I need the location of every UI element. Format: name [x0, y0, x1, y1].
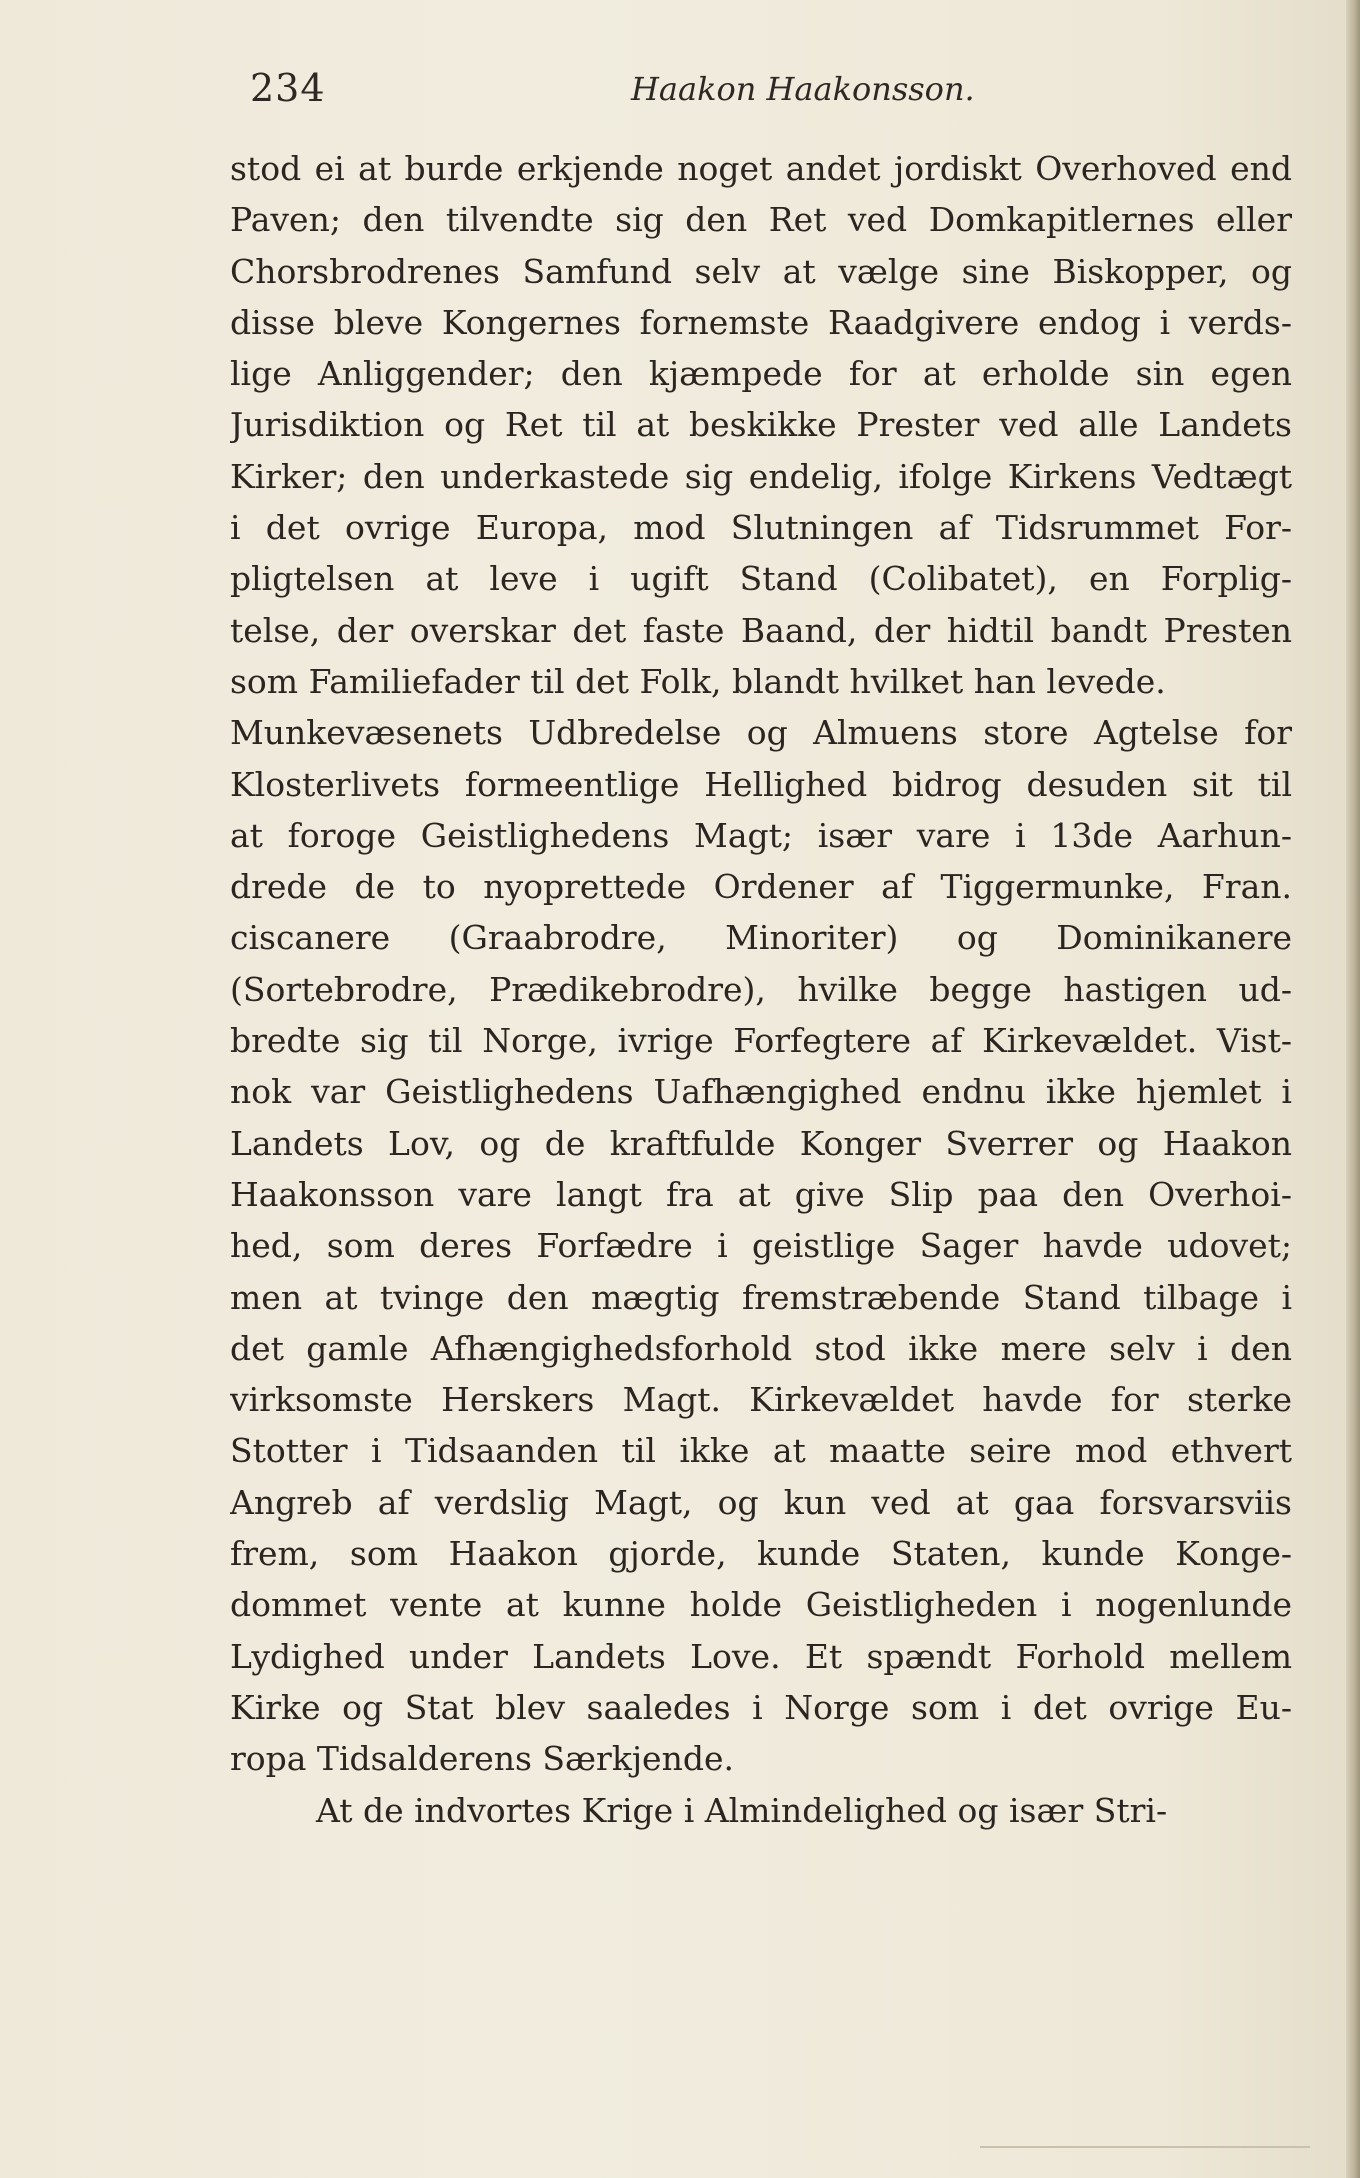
text-line: stod ei at burde erkjende noget andet jordiskt Overhoved end	[230, 149, 1292, 188]
text-line: Jurisdiktion og Ret til at beskikke Prester ved alle Landets	[230, 405, 1292, 445]
text-line: Chorsbrodrenes Samfund selv at vælge sine Biskopper, og	[230, 251, 1292, 291]
text-line: Angreb af verdslig Magt, og kun ved at gaa forsvarsviis	[230, 1482, 1292, 1522]
page-number: 234	[250, 66, 326, 110]
text-line: Kirke og Stat blev saaledes i Norge som i det ovrige Eu-	[230, 1687, 1292, 1727]
text-line: Lydighed under Landets Love. Et spændt Forhold mellem	[230, 1636, 1292, 1676]
text-line: frem, som Haakon gjorde, kunde Staten, kunde Konge-	[230, 1534, 1292, 1574]
text-line: som Familiefader til det Folk, blandt hvilket han levede.	[230, 661, 1166, 701]
page-header	[248, 66, 1288, 126]
text-line: ropa Tidsalderens Særkjende.	[230, 1739, 734, 1779]
text-line: pligtelsen at leve i ugift Stand (Colibatet), en Forplig-	[230, 559, 1292, 599]
text-line: men at tvinge den mægtig fremstræbende Stand tilbage i	[230, 1277, 1292, 1317]
text-line: det gamle Afhængighedsforhold stod ikke mere selv i den	[230, 1328, 1292, 1368]
text-line: Stotter i Tidsaanden til ikke at maatte seire mod ethvert	[230, 1431, 1292, 1471]
text-line: Kirker; den underkastede sig endelig, ifolge Kirkens Vedtægt	[230, 456, 1292, 496]
text-line: Paven; den tilvendte sig den Ret ved Domkapitlernes eller	[230, 200, 1292, 240]
text-line: hed, som deres Forfædre i geistlige Sager havde udovet;	[230, 1226, 1292, 1266]
text-line: Landets Lov, og de kraftfulde Konger Sverrer og Haakon	[230, 1123, 1292, 1163]
text-line: (Sortebrodre, Prædikebrodre), hvilke begge hastigen ud-	[230, 969, 1292, 1009]
text-line: nok var Geistlighedens Uafhængighed endnu ikke hjemlet i	[230, 1072, 1292, 1112]
running-head: Haakon Haakonsson.	[631, 70, 975, 108]
text-line: dommet vente at kunne holde Geistligheden i nogenlunde	[230, 1585, 1292, 1625]
text-line: virksomste Herskers Magt. Kirkevældet havde for sterke	[230, 1380, 1292, 1420]
body-text	[230, 143, 1292, 1836]
text-line: drede de to nyoprettede Ordener af Tiggermunke, Fran.	[230, 867, 1292, 907]
text-line: ciscanere (Graabrodre, Minoriter) og Dominikanere	[230, 918, 1292, 958]
text-line: Haakonsson vare langt fra at give Slip paa den Overhoi-	[230, 1174, 1292, 1214]
text-line: telse, der overskar det faste Baand, der hidtil bandt Presten	[230, 610, 1292, 650]
text-line: at foroge Geistlighedens Magt; især vare i 13de Aarhun-	[230, 815, 1292, 855]
text-line: disse bleve Kongernes fornemste Raadgivere endog i verds-	[230, 302, 1292, 342]
text-line: At de indvortes Krige i Almindelighed og især Stri-	[316, 1790, 1168, 1830]
text-line: i det ovrige Europa, mod Slutningen af Tidsrummet For-	[230, 508, 1292, 548]
text-line: Klosterlivets formeentlige Hellighed bidrog desuden sit til	[230, 764, 1292, 804]
page-edge	[1346, 0, 1360, 2178]
text-line: lige Anliggender; den kjæmpede for at erholde sin egen	[230, 354, 1292, 394]
footer-rule	[980, 2146, 1310, 2148]
text-line: bredte sig til Norge, ivrige Forfegtere af Kirkevældet. Vist-	[230, 1021, 1292, 1061]
text-line: Munkevæsenets Udbredelse og Almuens store Agtelse for	[230, 713, 1292, 753]
